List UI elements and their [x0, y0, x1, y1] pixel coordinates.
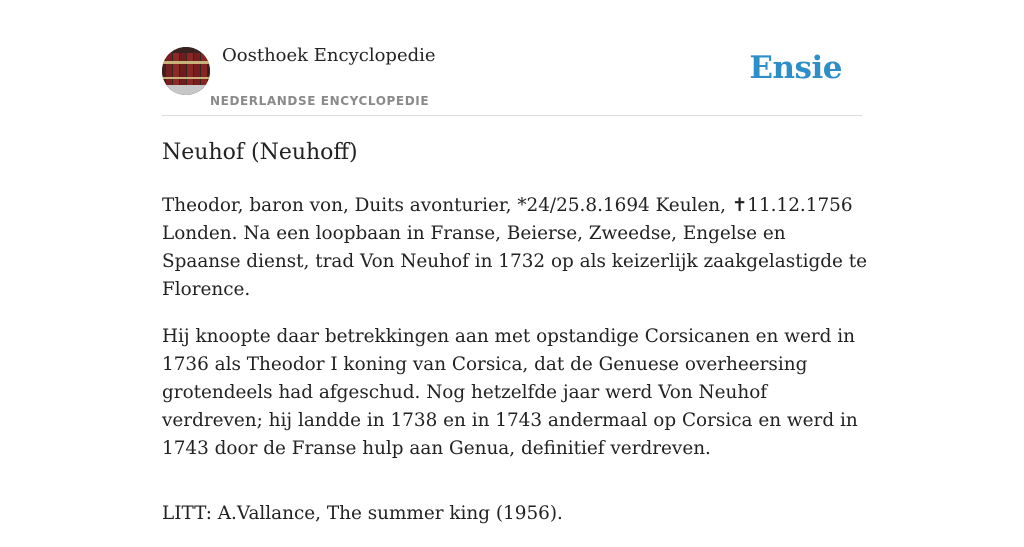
- article-paragraph: Hij knoopte daar betrekkingen aan met opstandige Corsicanen en werd in 1736 als Theodor I koning van Corsica, dat de Genuese overheersing grotendeels had afgeschud. Nog hetzelfde jaar werd Von Neuhof verdreven; hij landde in 1738 en in 1743 andermaal op Corsica en werd in 1743 door de Franse hulp aan Genua, definitief verdreven.: [162, 326, 858, 459]
- article-card: [162, 0, 868, 524]
- article-title: Neuhof (Neuhoff): [162, 140, 358, 165]
- source-subtitle: NEDERLANDSE ENCYCLOPEDIE: [210, 94, 430, 108]
- literature-reference: LITT: A.Vallance, The summer king (1956).: [162, 503, 563, 524]
- article-paragraph: Theodor, baron von, Duits avonturier, *24/25.8.1694 Keulen, ✝11.12.1756 Londen. Na een loopbaan in Franse, Beierse, Zweedse, Engelse en Spaanse dienst, trad Von Neuhof in 1732 op als keizerlijk zaakgelastigde te Florence.: [162, 195, 868, 300]
- header: [162, 0, 862, 116]
- brand-logo[interactable]: Ensie: [749, 50, 842, 86]
- source-name[interactable]: Oosthoek Encyclopedie: [222, 45, 436, 66]
- article-body: [162, 192, 867, 547]
- encyclopedia-books-icon[interactable]: [162, 47, 210, 95]
